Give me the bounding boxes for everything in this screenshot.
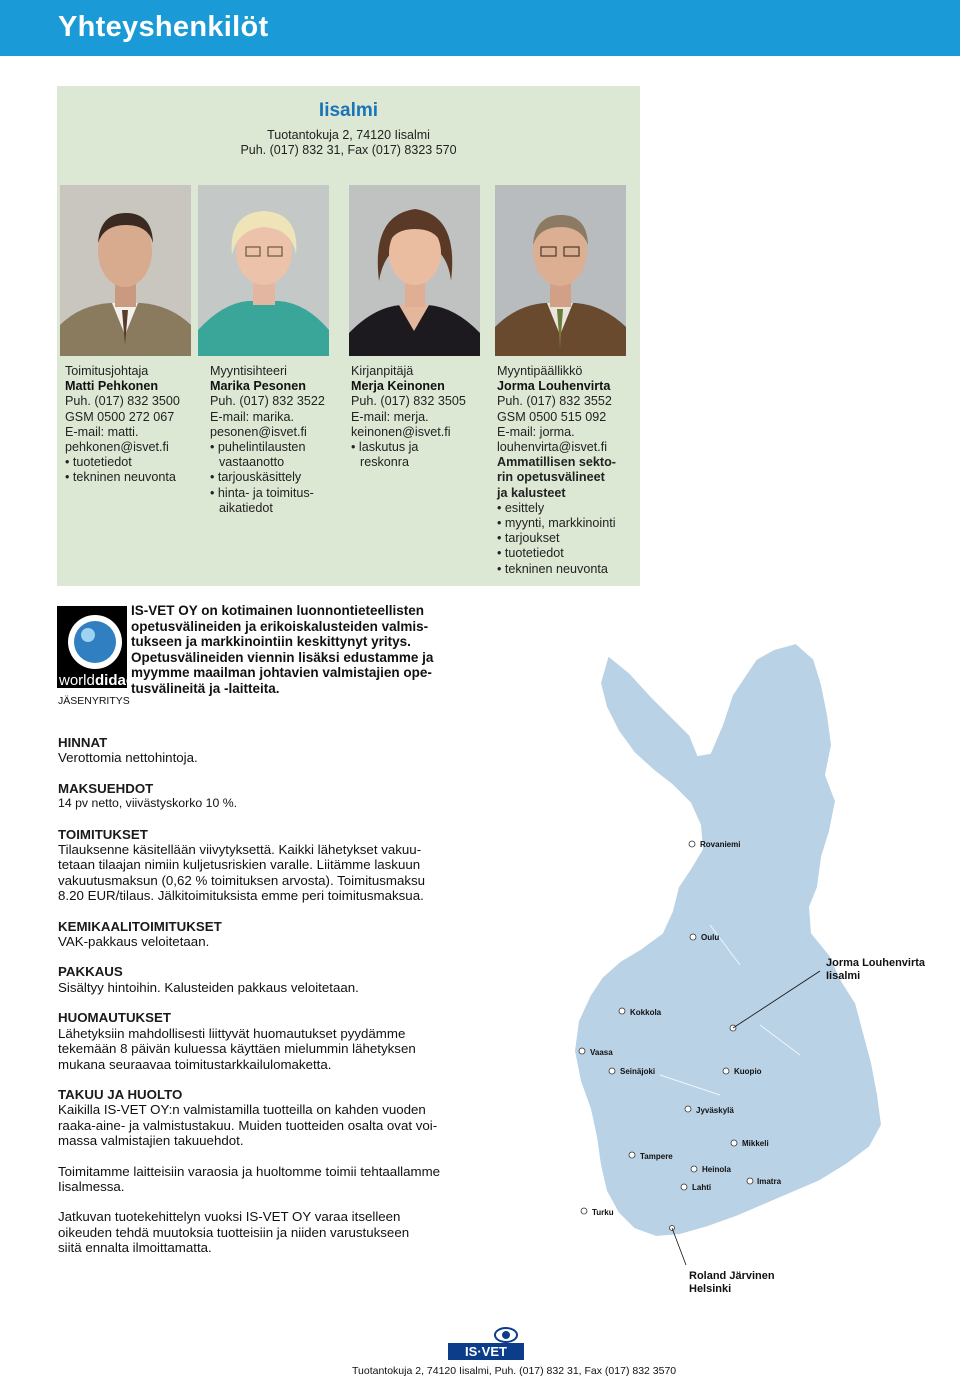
svg-text:Mikkeli: Mikkeli bbox=[742, 1139, 769, 1148]
terms-sections bbox=[58, 735, 498, 1271]
intro-line: myymme maailman johtavien valmistajien ope- bbox=[131, 665, 432, 681]
svg-text:Tampere: Tampere bbox=[640, 1152, 673, 1161]
contact-role: Kirjanpitäjä bbox=[351, 364, 414, 378]
svg-text:Seinäjoki: Seinäjoki bbox=[620, 1067, 656, 1076]
contact-phone: Puh. (017) 832 3505 bbox=[351, 394, 466, 409]
contact-duty: • tekninen neuvonta bbox=[65, 470, 196, 485]
svg-text:Heinola: Heinola bbox=[702, 1165, 731, 1174]
contact-card-3 bbox=[351, 364, 466, 470]
contact-photo-1 bbox=[60, 185, 191, 356]
contact-duty: • esittely bbox=[497, 501, 616, 516]
office-address: Tuotantokuja 2, 74120 Iisalmi bbox=[267, 128, 430, 142]
section-line: massa valmistajien takuuehdot. bbox=[58, 1133, 244, 1149]
contact-phone: Puh. (017) 832 3522 bbox=[210, 394, 325, 409]
contact-role: Myyntisihteeri bbox=[210, 364, 287, 378]
map-country-shape bbox=[574, 643, 882, 1237]
section-warranty bbox=[58, 1087, 498, 1149]
contact-card-4 bbox=[497, 364, 616, 577]
office-city: Iisalmi bbox=[318, 100, 379, 121]
svg-text:Imatra: Imatra bbox=[757, 1177, 782, 1186]
svg-text:Jyväskylä: Jyväskylä bbox=[696, 1106, 734, 1115]
section-service bbox=[58, 1164, 498, 1195]
section-prices bbox=[58, 735, 498, 766]
worlddidac-logo bbox=[57, 606, 135, 707]
section-line: 14 pv netto, viivästyskorko 10 %. bbox=[58, 796, 238, 811]
contact-duty: • laskutus ja bbox=[351, 440, 466, 455]
section-line: raaka-aine- ja valmistustakuu. Muiden tuotteiden osalta ovat voi- bbox=[58, 1117, 438, 1133]
section-line: oikeuden tehdä muutoksia tuotteisiin ja niiden varustukseen bbox=[58, 1224, 410, 1240]
contact-name: Matti Pehkonen bbox=[65, 379, 159, 394]
section-line: Iisalmessa. bbox=[58, 1178, 125, 1194]
map-label-place: Iisalmi bbox=[826, 970, 861, 982]
contacts-panel bbox=[57, 86, 640, 586]
footer-address: Tuotantokuja 2, 74120 Iisalmi, Puh. (017) 832 31, Fax (017) 832 3570 bbox=[352, 1365, 677, 1377]
contact-email: E-mail: jorma. bbox=[497, 424, 575, 439]
section-line: 8.20 EUR/tilaus. Jälkitoimituksista emme peri toimitusmaksua. bbox=[58, 888, 424, 904]
contact-duty: • tekninen neuvonta bbox=[497, 562, 616, 577]
contact-role: Toimitusjohtaja bbox=[65, 364, 149, 378]
contact-duty: • puhelintilausten bbox=[210, 440, 325, 455]
svg-text:Turku: Turku bbox=[592, 1208, 614, 1217]
isvet-logo bbox=[448, 1322, 524, 1362]
section-heading: PAKKAUS bbox=[58, 964, 123, 980]
contact-card-1 bbox=[65, 364, 196, 486]
section-line: Jatkuvan tuotekehittelyn vuoksi IS-VET OY varaa itselleen bbox=[58, 1209, 401, 1225]
section-remarks bbox=[58, 1010, 498, 1072]
section-deliveries bbox=[58, 827, 498, 904]
section-changes bbox=[58, 1209, 498, 1255]
section-line: vakuutusmaksun (0,62 % toimituksen arvosta). Toimitusmaksu bbox=[58, 872, 426, 888]
section-line: VAK-pakkaus veloitetaan. bbox=[58, 934, 210, 950]
map-label-helsinki bbox=[689, 1270, 775, 1296]
contact-duty-cont: reskonra bbox=[360, 455, 409, 470]
contact-email-cont: louhenvirta@isvet.fi bbox=[497, 440, 608, 455]
section-line: Lähetyksiin mahdollisesti liittyvät huomautukset pyydämme bbox=[58, 1025, 406, 1041]
intro-line: opetusvälineiden ja erikoiskalusteiden valmis- bbox=[131, 618, 429, 634]
contact-email-cont: pesonen@isvet.fi bbox=[210, 424, 307, 439]
logo-brand-b: didac bbox=[95, 672, 135, 689]
svg-text:Lahti: Lahti bbox=[692, 1183, 712, 1192]
section-line: Toimitamme laitteisiin varaosia ja huoltomme toimii tehtaallamme bbox=[58, 1163, 441, 1179]
city-rovaniemi bbox=[689, 840, 740, 849]
intro-line: tukseen ja markkinointiin keskittynyt yritys. bbox=[131, 634, 411, 650]
map-label-name: Roland Järvinen bbox=[689, 1270, 775, 1282]
map-label-name: Jorma Louhenvirta bbox=[826, 957, 926, 969]
section-line: tekemään 8 päivän kuluessa käyttäen mielummin lähetyksen bbox=[58, 1041, 416, 1057]
contact-gsm: GSM 0500 272 067 bbox=[65, 409, 175, 424]
contact-email: E-mail: matti. bbox=[65, 424, 139, 439]
section-heading: TOIMITUKSET bbox=[58, 826, 148, 842]
contact-duty: • tuotetiedot bbox=[65, 455, 196, 470]
contact-phone: Puh. (017) 832 3500 bbox=[65, 394, 180, 409]
contact-area: rin opetusvälineet bbox=[497, 470, 605, 485]
city-turku bbox=[581, 1208, 614, 1217]
intro-line: tusvälineitä ja -laitteita. bbox=[131, 680, 280, 696]
section-line: Verottomia nettohintoja. bbox=[58, 750, 198, 766]
contact-email-cont: pehkonen@isvet.fi bbox=[65, 440, 169, 455]
map-label-place: Helsinki bbox=[689, 1283, 732, 1295]
section-heading: TAKUU JA HUOLTO bbox=[58, 1086, 183, 1102]
contact-duty-cont: aikatiedot bbox=[219, 500, 273, 515]
section-heading: MAKSUEHDOT bbox=[58, 780, 154, 796]
section-chemicals bbox=[58, 919, 498, 950]
logo-brand-a: world bbox=[59, 672, 95, 689]
contact-card-2 bbox=[210, 364, 325, 516]
contact-email: E-mail: merja. bbox=[351, 409, 429, 424]
section-line: tetaan tilaajan nimiin kuljetusriskien varalle. Liitämme laskuun bbox=[58, 857, 421, 873]
section-line: mukana seuraavaa toimitustarkkailulomaketta. bbox=[58, 1056, 332, 1072]
svg-text:Oulu: Oulu bbox=[701, 933, 720, 942]
intro-line: IS-VET OY on kotimainen luonnontieteellisten bbox=[131, 603, 425, 618]
contact-email: E-mail: marika. bbox=[210, 409, 294, 424]
contact-duty: • tuotetiedot bbox=[497, 546, 616, 561]
contact-photo-3 bbox=[349, 185, 480, 356]
office-phone: Puh. (017) 832 31, Fax (017) 8323 570 bbox=[240, 143, 457, 157]
page-title: Yhteyshenkilöt bbox=[58, 11, 269, 43]
contact-photo-4 bbox=[495, 185, 626, 356]
contact-name: Marika Pesonen bbox=[210, 379, 306, 394]
svg-text:Kokkola: Kokkola bbox=[630, 1008, 662, 1017]
section-line: Sisältyy hintoihin. Kalusteiden pakkaus veloitetaan. bbox=[58, 979, 359, 995]
contact-gsm: GSM 0500 515 092 bbox=[497, 409, 607, 424]
contact-name: Jorma Louhenvirta bbox=[497, 379, 611, 394]
svg-text:Rovaniemi: Rovaniemi bbox=[700, 840, 741, 849]
contact-photo-2 bbox=[198, 185, 329, 356]
logo-caption: JÄSENYRITYS bbox=[58, 695, 130, 707]
section-line: siitä ennalta ilmoittamatta. bbox=[58, 1240, 212, 1256]
finland-map bbox=[560, 625, 940, 1275]
contact-area: Ammatillisen sekto- bbox=[497, 455, 616, 470]
contact-duty: • tarjouskäsittely bbox=[210, 470, 325, 485]
page-header bbox=[0, 0, 960, 56]
section-payment bbox=[58, 781, 498, 812]
section-heading: HINNAT bbox=[58, 735, 108, 750]
contact-role: Myyntipäällikkö bbox=[497, 364, 583, 378]
contact-name: Merja Keinonen bbox=[351, 379, 445, 394]
section-heading: KEMIKAALITOIMITUKSET bbox=[58, 918, 222, 934]
map-label-iisalmi bbox=[826, 957, 925, 983]
svg-text:Vaasa: Vaasa bbox=[590, 1048, 613, 1057]
contact-duty-cont: vastaanotto bbox=[219, 455, 285, 470]
contact-duty: • tarjoukset bbox=[497, 531, 616, 546]
section-line: Tilauksenne käsitellään viivytyksettä. Kaikki lähetykset vakuu- bbox=[58, 842, 422, 858]
intro-line: Opetusvälineiden viennin lisäksi edustamme ja bbox=[131, 649, 434, 665]
contact-phone: Puh. (017) 832 3552 bbox=[497, 394, 612, 409]
section-heading: HUOMAUTUKSET bbox=[58, 1010, 172, 1026]
section-packaging bbox=[58, 964, 498, 995]
contact-email-cont: keinonen@isvet.fi bbox=[351, 424, 451, 439]
contact-duty: • myynti, markkinointi bbox=[497, 516, 616, 531]
contact-area: ja kalusteet bbox=[497, 485, 566, 500]
contact-duty: • hinta- ja toimitus- bbox=[210, 486, 325, 501]
isvet-logo-text: IS·VET bbox=[465, 1344, 507, 1359]
company-intro bbox=[131, 603, 491, 697]
section-line: Kaikilla IS-VET OY:n valmistamilla tuotteilla on kahden vuoden bbox=[58, 1102, 426, 1118]
svg-text:Kuopio: Kuopio bbox=[734, 1067, 762, 1076]
